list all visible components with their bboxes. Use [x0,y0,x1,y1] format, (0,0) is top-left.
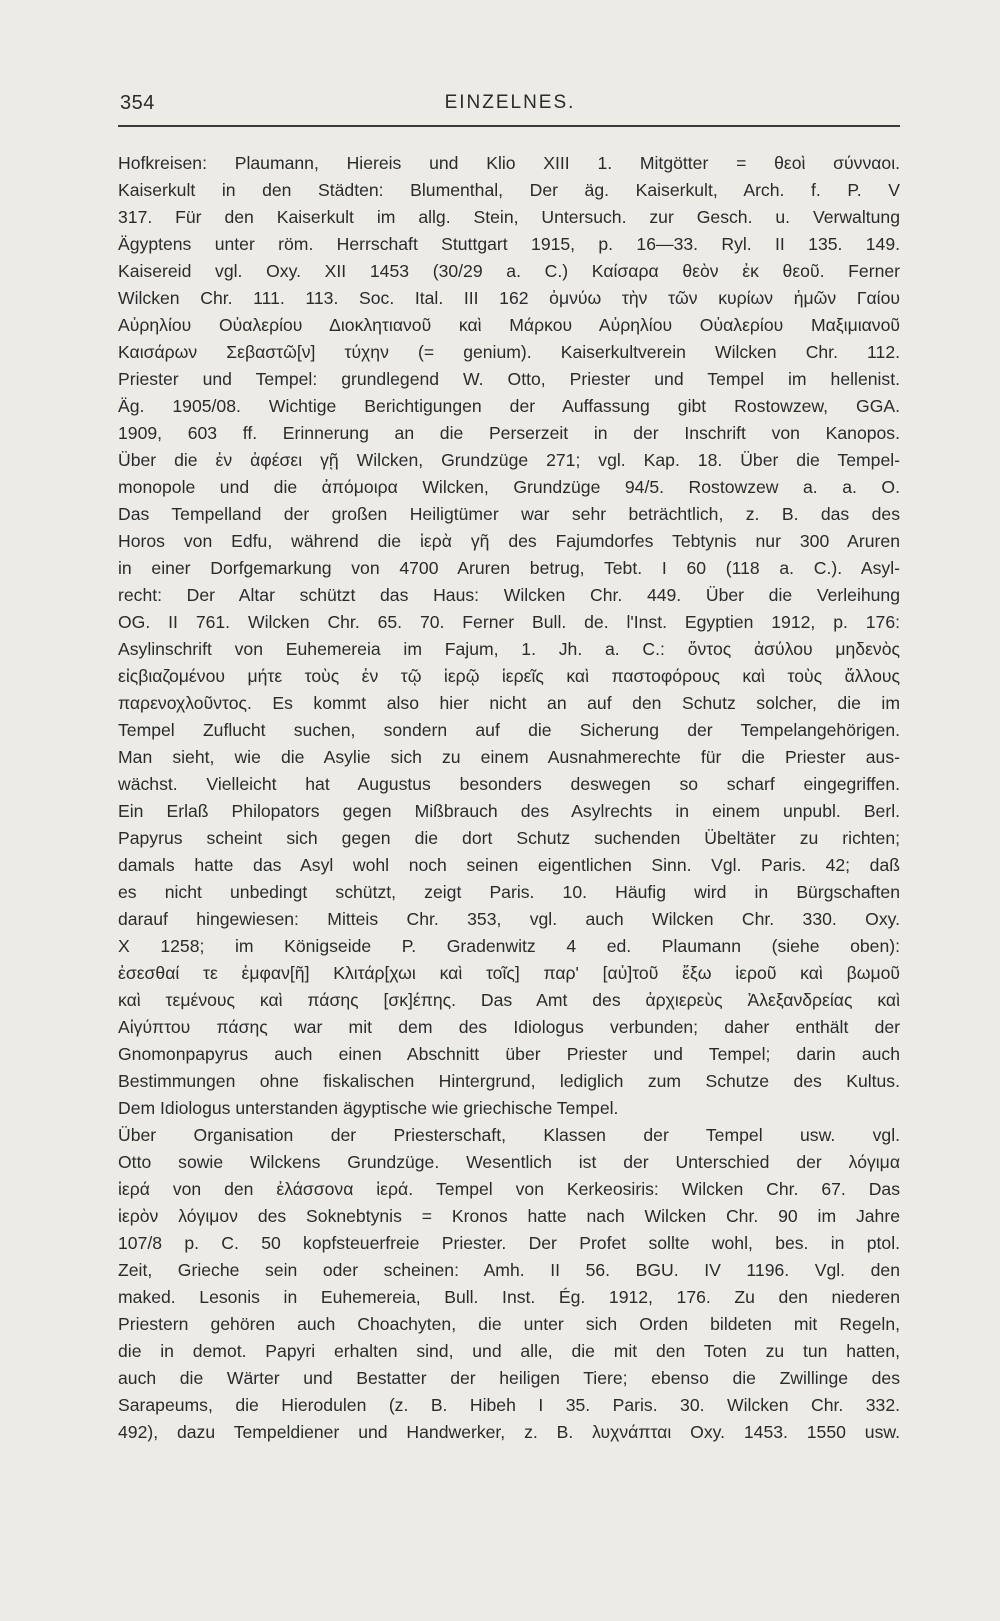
text-line: Zeit, Grieche sein oder scheinen: Amh. II 56. BGU. IV 1196. Vgl. den [118,1260,900,1280]
text-line: παρενοχλοῦντος. Es kommt also hier nicht an auf den Schutz solcher, die im [118,693,900,713]
text-line: monopole und die ἀπόμοιρα Wilcken, Grundzüge 94/5. Rostowzew a. a. O. [118,477,900,497]
text-line: Kaiserkult in den Städten: Blumenthal, Der äg. Kaiserkult, Arch. f. P. V [118,180,900,200]
text-line: Dem Idiologus unterstanden ägyptische wie griechische Tempel. [118,1098,619,1118]
text-line: recht: Der Altar schützt das Haus: Wilcken Chr. 449. Über die Verleihung [118,585,900,605]
text-line: Ein Erlaß Philopators gegen Mißbrauch des Asylrechts in einem unpubl. Berl. [118,801,900,821]
text-line: Αὐρηλίου Οὐαλερίου Διοκλητιανοῦ καὶ Μάρκου Αὐρηλίου Οὐαλερίου Μαξιμιανοῦ [118,315,900,335]
text-line: Asylinschrift von Euhemereia im Fajum, 1. Jh. a. C.: ὄντος ἀσύλου μηδενὸς [118,639,900,659]
text-line: Priester und Tempel: grundlegend W. Otto, Priester und Tempel im hellenist. [118,369,900,389]
page-number: 354 [120,92,155,114]
text-line: Sarapeums, die Hierodulen (z. B. Hibeh I 35. Paris. 30. Wilcken Chr. 332. [118,1395,900,1415]
text-line: Horos von Edfu, während die ἱερὰ γῆ des Fajumdorfes Tebtynis nur 300 Aruren [118,531,900,551]
text-line: Kaisereid vgl. Oxy. XII 1453 (30/29 a. C.) Καίσαρα θεὸν ἐκ θεοῦ. Ferner [118,261,900,281]
text-line: in einer Dorfgemarkung von 4700 Aruren betrug, Tebt. I 60 (118 a. C.). Asyl- [118,558,900,578]
text-line: die in demot. Papyri erhalten sind, und alle, die mit den Toten zu tun hatten, [118,1341,900,1361]
text-line: Otto sowie Wilckens Grundzüge. Wesentlich ist der Unterschied der λόγιμα [118,1152,900,1172]
text-line: Man sieht, wie die Asylie sich zu einem Ausnahmerechte für die Priester aus- [118,747,900,767]
text-line: Wilcken Chr. 111. 113. Soc. Ital. III 162 ὀμνύω τὴν τῶν κυρίων ἡμῶν Γαίου [118,288,900,308]
page-header [120,92,900,122]
text-line: 492), dazu Tempeldiener und Handwerker, z. B. λυχνάπται Oxy. 1453. 1550 usw. [118,1422,900,1442]
text-line: καὶ τεμένους καὶ πάσης [σκ]έπης. Das Amt des ἀρχιερεὺς Ἀλεξανδρείας καὶ [118,990,900,1010]
text-line: 107/8 p. C. 50 kopfsteuerfreie Priester. Der Profet sollte wohl, bes. in ptol. [118,1233,900,1253]
text-line: Αἰγύπτου πάσης war mit dem des Idiologus verbunden; daher enthält der [118,1017,900,1037]
text-line: Über die ἐν ἀφέσει γῇ Wilcken, Grundzüge 271; vgl. Kap. 18. Über die Tempel- [118,450,900,470]
text-line: Papyrus scheint sich gegen die dort Schutz suchenden Übeltäter zu richten; [118,828,900,848]
text-line: X 1258; im Königseide P. Gradenwitz 4 ed. Plaumann (siehe oben): [118,936,900,956]
header-rule [118,125,900,127]
text-line: Äg. 1905/08. Wichtige Berichtigungen der Auffassung gibt Rostowzew, GGA. [118,396,900,416]
text-line: damals hatte das Asyl wohl noch seinen eigentlichen Sinn. Vgl. Paris. 42; daß [118,855,900,875]
text-line: darauf hingewiesen: Mitteis Chr. 353, vgl. auch Wilcken Chr. 330. Oxy. [118,909,900,929]
text-line: Priestern gehören auch Choachyten, die unter sich Orden bildeten mit Regeln, [118,1314,900,1334]
text-line: Ägyptens unter röm. Herrschaft Stuttgart 1915, p. 16—33. Ryl. II 135. 149. [118,234,900,254]
running-title: EINZELNES. [444,92,576,113]
text-line: OG. II 761. Wilcken Chr. 65. 70. Ferner Bull. de. l'Inst. Egyptien 1912, p. 176: [118,612,900,632]
text-line: 317. Für den Kaiserkult im allg. Stein, Untersuch. zur Gesch. u. Verwaltung [118,207,900,227]
text-line: maked. Lesonis in Euhemereia, Bull. Inst. Ég. 1912, 176. Zu den niederen [118,1287,900,1307]
text-line: 1909, 603 ff. Erinnerung an die Perserzeit in der Inschrift von Kanopos. [118,423,900,443]
text-line: Das Tempelland der großen Heiligtümer war sehr beträchtlich, z. B. das des [118,504,900,524]
text-line: auch die Wärter und Bestatter der heiligen Tiere; ebenso die Zwillinge des [118,1368,900,1388]
text-line: Καισάρων Σεβαστῶ[ν] τύχην (= genium). Kaiserkultverein Wilcken Chr. 112. [118,342,900,362]
text-line: ἱερά von den ἐλάσσονα ἱερά. Tempel von Kerkeosiris: Wilcken Chr. 67. Das [118,1179,900,1199]
text-line: Hofkreisen: Plaumann, Hiereis und Klio XIII 1. Mitgötter = θεοὶ σύνναοι. [118,153,900,173]
text-line: Über Organisation der Priesterschaft, Klassen der Tempel usw. vgl. [118,1125,900,1145]
text-line: Tempel Zuflucht suchen, sondern auf die Sicherung der Tempelangehörigen. [118,720,900,740]
text-line: es nicht unbedingt schützt, zeigt Paris. 10. Häufig wird in Bürgschaften [118,882,900,902]
text-line: εἰςβιαζομένου μήτε τοὺς ἐν τῷ ἱερῷ ἱερεῖς καὶ παστοφόρους καὶ τοὺς ἄλλους [118,666,900,686]
text-line: wächst. Vielleicht hat Augustus besonders deswegen so scharf eingegriffen. [118,774,900,794]
text-line: Bestimmungen ohne fiskalischen Hintergrund, lediglich zum Schutze des Kultus. [118,1071,900,1091]
body-text [118,150,900,1446]
text-line: ἐσεσθαί τε ἐμφαν[ῆ] Κλιτάρ[χωι καὶ τοῖς] παρ' [αὐ]τοῦ ἔξω ἱεροῦ καὶ βωμοῦ [118,963,900,983]
text-line: ἱερὸν λόγιμον des Soknebtynis = Kronos hatte nach Wilcken Chr. 90 im Jahre [118,1206,900,1226]
text-line: Gnomonpapyrus auch einen Abschnitt über Priester und Tempel; darin auch [118,1044,900,1064]
